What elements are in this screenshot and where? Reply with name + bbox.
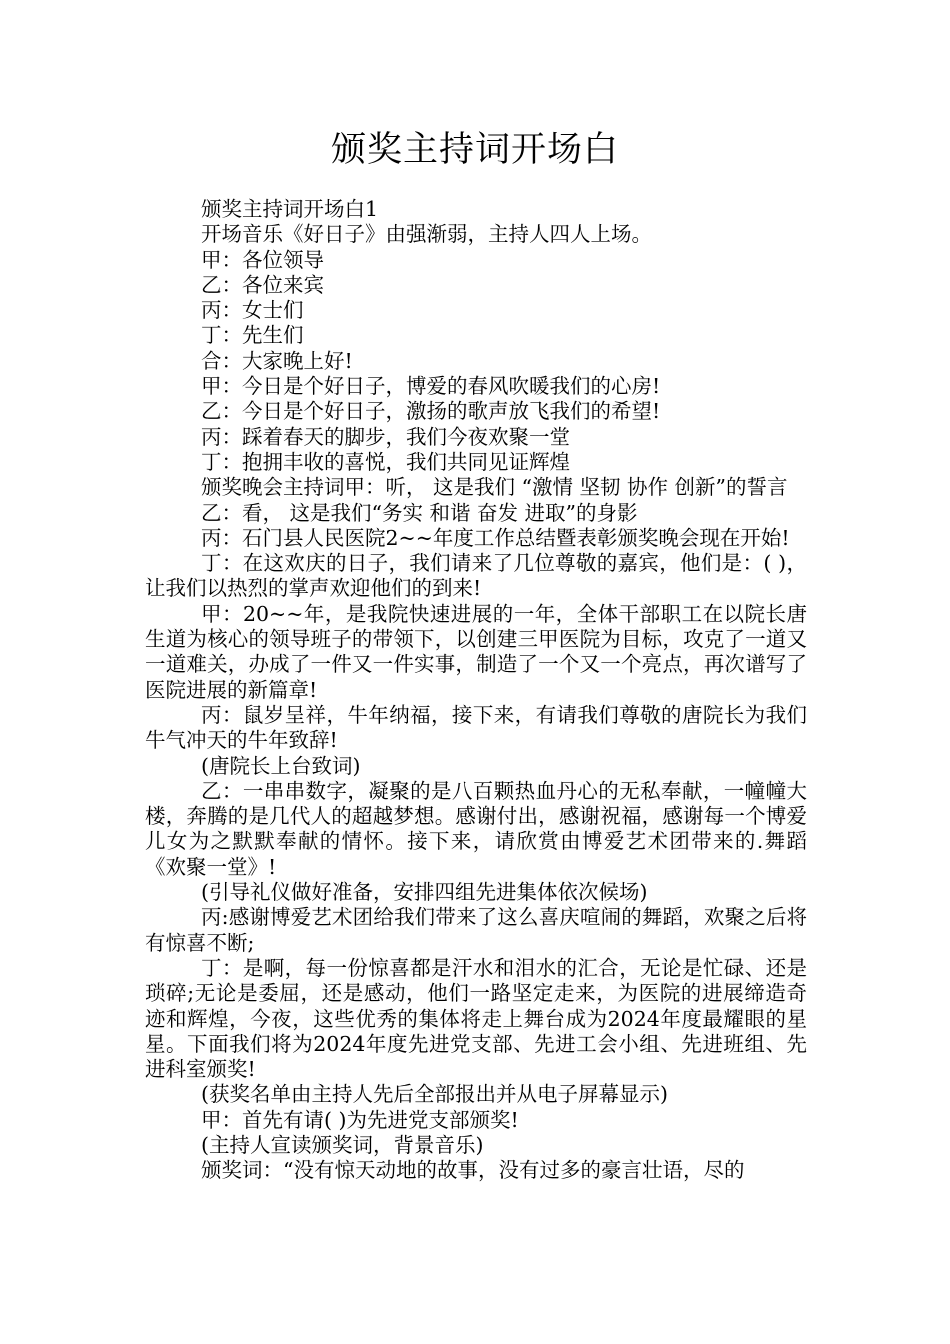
paragraph: 合：大家晚上好! <box>201 348 353 373</box>
paragraph: 乙：各位来宾 <box>201 272 324 297</box>
paragraph: 丁：在这欢庆的日子，我们请来了几位尊敬的嘉宾，他们是：( )，让我们以热烈的掌声欢迎他们的到来! <box>145 551 807 601</box>
paragraph: (获奖名单由主持人先后全部报出并从电子屏幕显示) <box>201 1082 668 1107</box>
paragraph: 甲：首先有请( )为先进党支部颁奖! <box>201 1107 519 1132</box>
paragraph: 颁奖主持词开场白1 <box>201 197 379 221</box>
paragraph: 丙：鼠岁呈祥，牛年纳福，接下来，有请我们尊敬的唐院长为我们牛气冲天的牛年致辞! <box>145 702 807 753</box>
paragraph: 乙：一串串数字，凝聚的是八百颗热血丹心的无私奉献，一幢幢大楼，奔腾的是几代人的超越梦想。感谢付出，感谢祝福，感谢每一个博爱儿女为之默默奉献的情怀。接下来，请欣赏由博爱艺术团带来的.舞蹈《欢聚一堂》! <box>145 778 807 879</box>
paragraph: 丁：先生们 <box>201 323 304 348</box>
paragraph: 丁：是啊，每一份惊喜都是汗水和泪水的汇合，无论是忙碌、还是琐碎;无论是委屈，还是感动，他们一路坚定走来，为医院的进展缔造奇迹和辉煌，今夜，这些优秀的集体将走上舞台成为2024年度最耀眼的星星。下面我们将为2024年度先进党支部、先进工会小组、先进班组、先进科室颁奖! <box>145 955 807 1082</box>
document-body <box>145 197 807 1184</box>
paragraph: 乙：今日是个好日子，激扬的歌声放飞我们的希望! <box>201 399 661 424</box>
paragraph: 丙:感谢博爱艺术团给我们带来了这么喜庆喧闹的舞蹈，欢聚之后将有惊喜不断; <box>145 905 807 955</box>
paragraph: 丙：踩着春天的脚步，我们今夜欢聚一堂 <box>201 424 570 449</box>
paragraph: 丙：石门县人民医院2~~年度工作总结暨表彰颁奖晚会现在开始! <box>201 525 790 550</box>
paragraph: (主持人宣读颁奖词，背景音乐) <box>201 1132 484 1157</box>
paragraph: 颁奖词：“没有惊天动地的故事，没有过多的豪言壮语，尽的 <box>201 1158 745 1183</box>
paragraph: 甲：今日是个好日子，博爱的春风吹暖我们的心房! <box>201 374 661 399</box>
paragraph: 颁奖晚会主持词甲：听， 这是我们 “激情 坚韧 协作 创新”的誓言 <box>201 475 788 500</box>
paragraph: 乙：看， 这是我们“务实 和谐 奋发 进取”的身影 <box>201 500 638 525</box>
paragraph: 甲：20~~年，是我院快速进展的一年，全体干部职工在以院长唐生道为核心的领导班子的带领下，以创建三甲医院为目标，攻克了一道又一道难关，办成了一件又一件实事，制造了一个又一个亮点，再次谱写了医院进展的新篇章! <box>145 601 807 702</box>
paragraph: (唐院长上台致词) <box>201 753 361 778</box>
document-title: 颁奖主持词开场白 <box>330 130 619 170</box>
paragraph: (引导礼仪做好准备，安排四组先进集体依次候场) <box>201 880 648 905</box>
paragraph: 开场音乐《好日子》由强渐弱，主持人四人上场。 <box>201 222 652 247</box>
paragraph: 丙：女士们 <box>201 298 304 323</box>
paragraph: 甲：各位领导 <box>201 247 324 272</box>
paragraph: 丁：抱拥丰收的喜悦，我们共同见证辉煌 <box>201 449 570 474</box>
